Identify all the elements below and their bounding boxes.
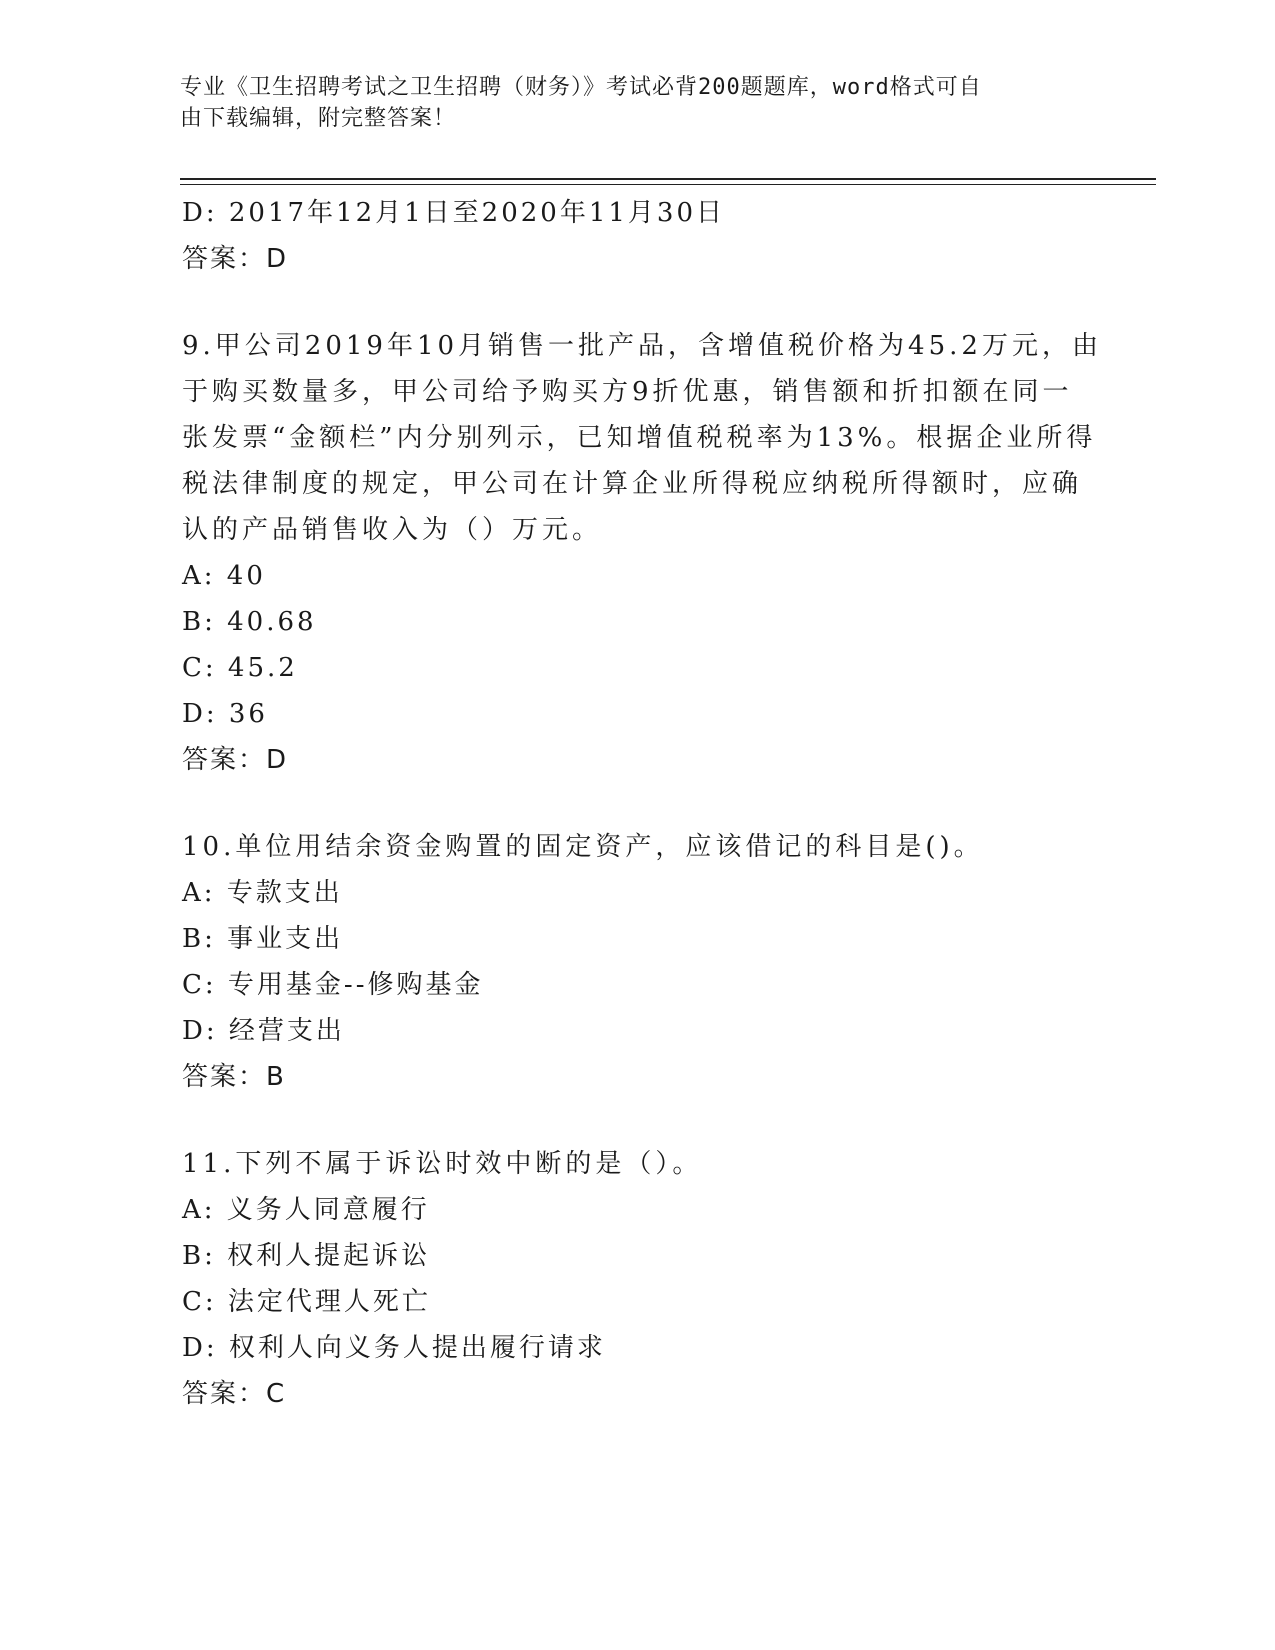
option-b: B: 权利人提起诉讼 bbox=[182, 1241, 431, 1271]
option-a: A: 义务人同意履行 bbox=[182, 1195, 430, 1225]
question-stem-line: 税法律制度的规定，甲公司在计算企业所得税应纳税所得额时，应确 bbox=[182, 469, 1083, 499]
header-line-2: 由下载编辑，附完整答案！ bbox=[180, 106, 457, 131]
answer-label: 答案：C bbox=[182, 1379, 287, 1409]
option-d: D: 2017年12月1日至2020年11月30日 bbox=[182, 198, 726, 228]
question-stem-line: 于购买数量多，甲公司给予购买方9折优惠，销售额和折扣额在同一 bbox=[182, 377, 1073, 407]
previous-question-tail bbox=[182, 190, 1082, 282]
option-c: C: 45.2 bbox=[182, 653, 298, 683]
question-11 bbox=[182, 1141, 1082, 1417]
document-body bbox=[182, 190, 1102, 1417]
option-d: D: 权利人向义务人提出履行请求 bbox=[182, 1333, 606, 1363]
question-stem-line: 9.甲公司2019年10月销售一批产品，含增值税价格为45.2万元，由 bbox=[182, 331, 1102, 361]
question-stem: 11.下列不属于诉讼时效中断的是（）。 bbox=[182, 1149, 703, 1179]
option-a: A: 40 bbox=[182, 561, 266, 591]
answer-label: 答案：D bbox=[182, 745, 289, 775]
question-10 bbox=[182, 824, 1082, 1100]
option-c: C: 专用基金--修购基金 bbox=[182, 970, 484, 1000]
option-a: A: 专款支出 bbox=[182, 878, 343, 908]
option-d: D: 经营支出 bbox=[182, 1016, 345, 1046]
option-b: B: 事业支出 bbox=[182, 924, 344, 954]
question-stem-line: 认的产品销售收入为（）万元。 bbox=[182, 515, 603, 545]
answer-label: 答案：B bbox=[182, 1062, 286, 1092]
question-stem-line: 张发票“金额栏”内分别列示，已知增值税税率为13%。根据企业所得 bbox=[182, 423, 1097, 453]
header-divider-thin bbox=[180, 184, 1156, 185]
question-stem: 10.单位用结余资金购置的固定资产，应该借记的科目是()。 bbox=[182, 832, 984, 862]
option-d: D: 36 bbox=[182, 699, 268, 729]
option-c: C: 法定代理人死亡 bbox=[182, 1287, 431, 1317]
document-header bbox=[180, 72, 1040, 134]
question-9 bbox=[182, 323, 1102, 783]
answer-label: 答案：D bbox=[182, 244, 289, 274]
option-b: B: 40.68 bbox=[182, 607, 317, 637]
header-line-1: 专业《卫生招聘考试之卫生招聘（财务）》考试必背200题题库，word格式可自 bbox=[180, 75, 982, 100]
header-divider-thick bbox=[180, 178, 1156, 180]
